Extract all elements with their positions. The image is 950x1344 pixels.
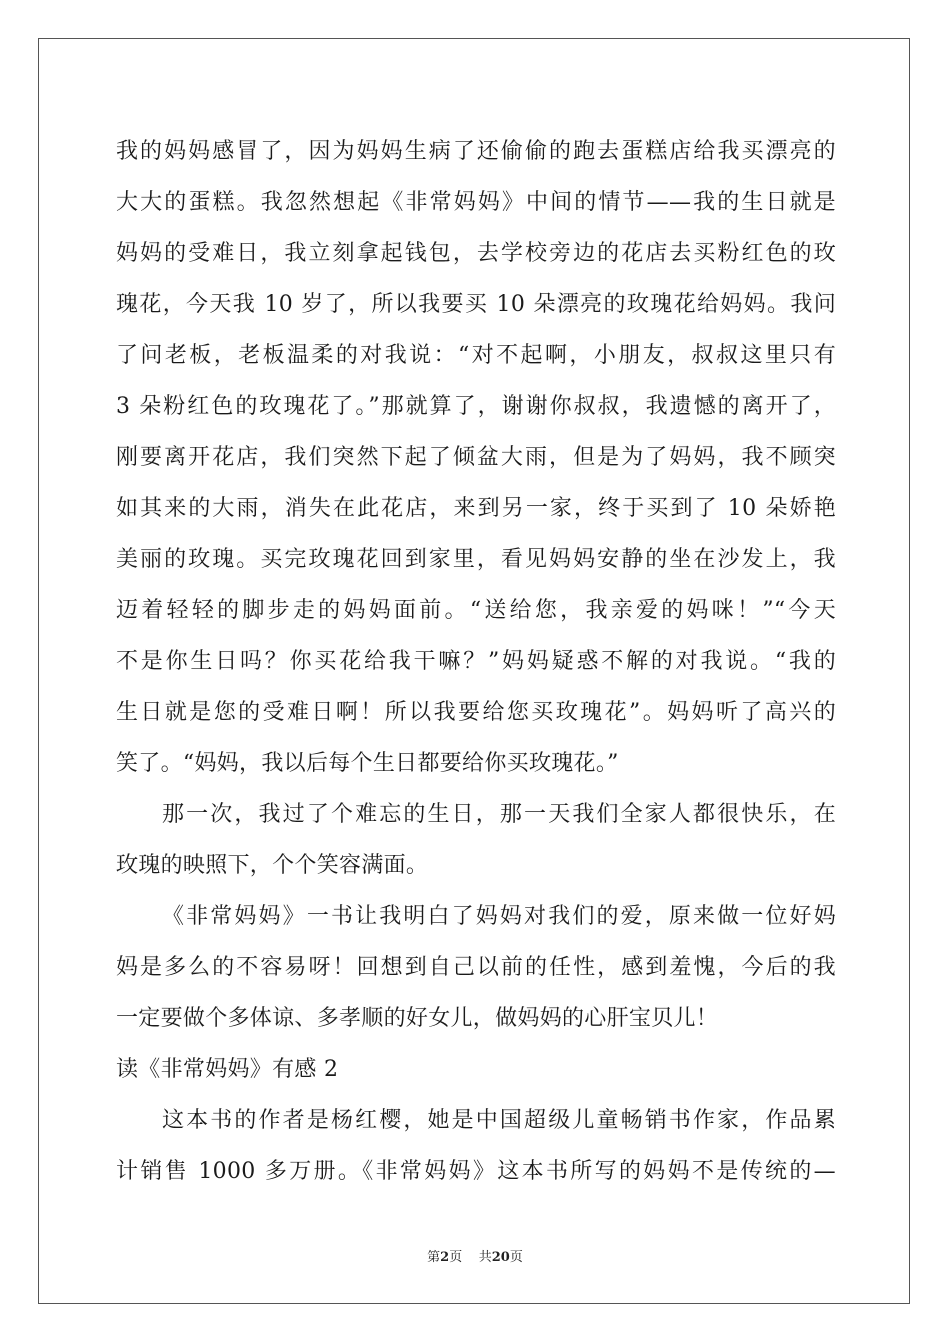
document-body [116, 126, 836, 1197]
section-heading: 读《非常妈妈》有感 2 [116, 1057, 339, 1082]
total-prefix: 共 [478, 1250, 492, 1265]
text-line: 玫瑰的映照下，个个笑容满面。 [116, 853, 429, 878]
text-line: 笑了。“妈妈，我以后每个生日都要给你买玫瑰花。” [116, 751, 619, 776]
text-line: 如其来的大雨，消失在此花店，来到另一家，终于买到了 10 朵娇艳 [116, 496, 836, 521]
text-line: 《非常妈妈》一书让我明白了妈妈对我们的爱，原来做一位好妈 [162, 904, 836, 929]
text-line: 这本书的作者是杨红樱，她是中国超级儿童畅销书作家，作品累 [162, 1108, 836, 1133]
text-line: 那一次，我过了个难忘的生日，那一天我们全家人都很快乐，在 [162, 802, 836, 827]
text-line: 一定要做个多体谅、多孝顺的好女儿，做妈妈的心肝宝贝儿！ [116, 1006, 719, 1031]
total-pages: 20 [491, 1250, 510, 1265]
page-suffix: 页 [449, 1250, 463, 1265]
page-footer [0, 1246, 950, 1265]
text-line: 大大的蛋糕。我忽然想起《非常妈妈》中间的情节——我的生日就是 [116, 190, 836, 215]
text-line: 3 朵粉红色的玫瑰花了。”那就算了，谢谢你叔叔，我遗憾的离开了， [116, 394, 836, 419]
text-line: 妈妈的受难日，我立刻拿起钱包，去学校旁边的花店去买粉红色的玫 [116, 241, 836, 266]
text-line: 我的妈妈感冒了，因为妈妈生病了还偷偷的跑去蛋糕店给我买漂亮的 [116, 139, 836, 164]
page-prefix: 第 [427, 1250, 441, 1265]
total-suffix: 页 [509, 1250, 523, 1265]
text-line: 计销售 1000 多万册。《非常妈妈》这本书所写的妈妈不是传统的— [116, 1159, 836, 1184]
page-number: 2 [440, 1250, 450, 1265]
text-line: 迈着轻轻的脚步走的妈妈面前。“送给您，我亲爱的妈咪！”“今天 [116, 598, 836, 623]
text-line: 美丽的玫瑰。买完玫瑰花回到家里，看见妈妈安静的坐在沙发上，我 [116, 547, 836, 572]
text-line: 了问老板，老板温柔的对我说：“对不起啊，小朋友，叔叔这里只有 [116, 343, 836, 368]
text-line: 生日就是您的受难日啊！所以我要给您买玫瑰花”。妈妈听了高兴的 [116, 700, 836, 725]
text-line: 刚要离开花店，我们突然下起了倾盆大雨，但是为了妈妈，我不顾突 [116, 445, 836, 470]
text-line: 不是你生日吗？你买花给我干嘛？”妈妈疑惑不解的对我说。“我的 [116, 649, 836, 674]
text-line: 瑰花，今天我 10 岁了，所以我要买 10 朵漂亮的玫瑰花给妈妈。我问 [116, 292, 836, 317]
text-line: 妈是多么的不容易呀！回想到自己以前的任性，感到羞愧，今后的我 [116, 955, 836, 980]
